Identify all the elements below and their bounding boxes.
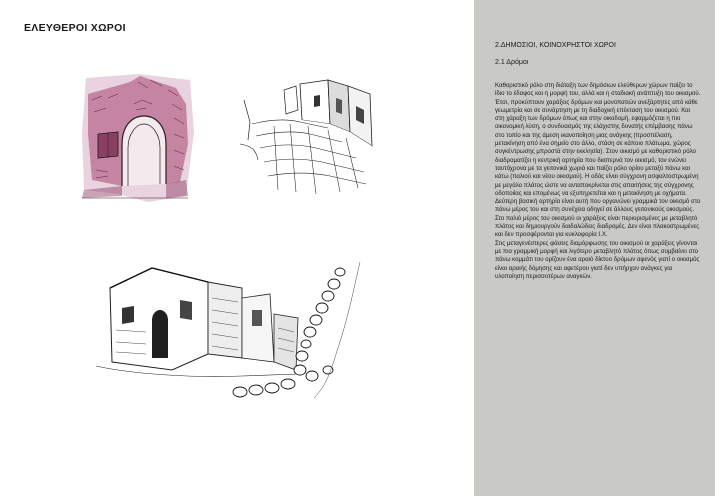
section-heading: 2.ΔΗΜΟΣΙΟΙ, ΚΟΙΝΟΧΡΗΣΤΟΙ ΧΩΡΟΙ bbox=[495, 42, 616, 49]
arched-passage-sketch bbox=[78, 74, 198, 204]
body-paragraph: Καθοριστικό ρόλο στη διάταξη των δημόσιων ελεύθερων χώρων παίζει το ίδιο το έδαφος και η μορφή του, αλλά και η σταδιακή ανάπτυξη του οικισμού. Έτσι, προκύπτουν χαράξεις δρόμων και μονοπατιών ανεξάρτητες από κάθε γεωμετρία και σε συνάρτηση με τη διαδοχική επέκταση του οικισμού. Και στη χάραξη των δρόμων όπως και στην οικοδομή, εφαρμόζεται η πιο οικονομική λύση, ο συνδυασμός της ελάχιστης δυνατής επέμβασης πάνω στο τοπίο και της άμεση ικανοποίηση μιας ανάγκης (προσπέλαση, μετακίνηση από ένα σημείο στο άλλο, στάση σε κάποιο πλάτωμα, χώρος συγκέντρωσης μπροστά στην εκκλησία). Στον οικισμό με καθοριστικό ρόλο διαδραματίζει η κεντρική αρτηρία που διαπερνά τον οικισμό, τον ενώνει ταυτόχρονα με τα γειτονικά χωριά και παίζει ρόλο ορίου μεταξύ πάνω και κάτω (παλιού και νέου οικισμού). Η οδός είναι σύγχρονη ασφαλτοστρωμένη με μεγάλο πλάτος ώστε να ανταποκρίνεται στις απαιτήσεις της σύγχρονης οδοποιίας και εποµένως να εξυπηρετείται και η µετακίνηση µε οχήματα. Δεύτερη βασική αρτηρία είναι αυτή που οργανώνει γραμμικά τον οικισμό στο πάνω μέρος του και στη συνέχεια οδηγεί σε άλλους γειτονικούς οικισμούς. Στο παλιό μέρος του οικισμού οι χαράξεις είναι περιορισμένες με μεταβλητό πλάτος και δημιουργούν δαιδαλώδεις διαδρομές. Δεν είναι πλακοστρωμένες και δεν προσφέρονται για κυκλοφορία Ι.Χ. bbox=[495, 82, 701, 239]
body-paragraph: Στις μεταγενέστερες φάσεις διαμόρφωσης του οικισμού οι χαράξεις γίνονται με πιο γραμμική μορφή και λιγότερο μεταβλητό πλάτος όπως συμβαίνει στο πάνω κομμάτι του ορίζουν ένα αραιό δίκτυο δρόμων αφενός γιατί ο οικισμός είναι αραιής δόμησης και αφετέρου γιατί δεν υπήρχαν ανάγκες για υλοποίηση περισσοτέρων αναγκών. bbox=[495, 239, 700, 280]
subsection-heading: 2.1 Δρόμοι bbox=[495, 59, 529, 66]
street-perspective-sketch bbox=[238, 80, 378, 200]
body-text bbox=[495, 82, 701, 281]
page-title: ΕΛΕΥΘΕΡΟΙ ΧΩΡΟΙ bbox=[24, 22, 126, 34]
house-and-stone-wall-sketch bbox=[92, 258, 374, 408]
